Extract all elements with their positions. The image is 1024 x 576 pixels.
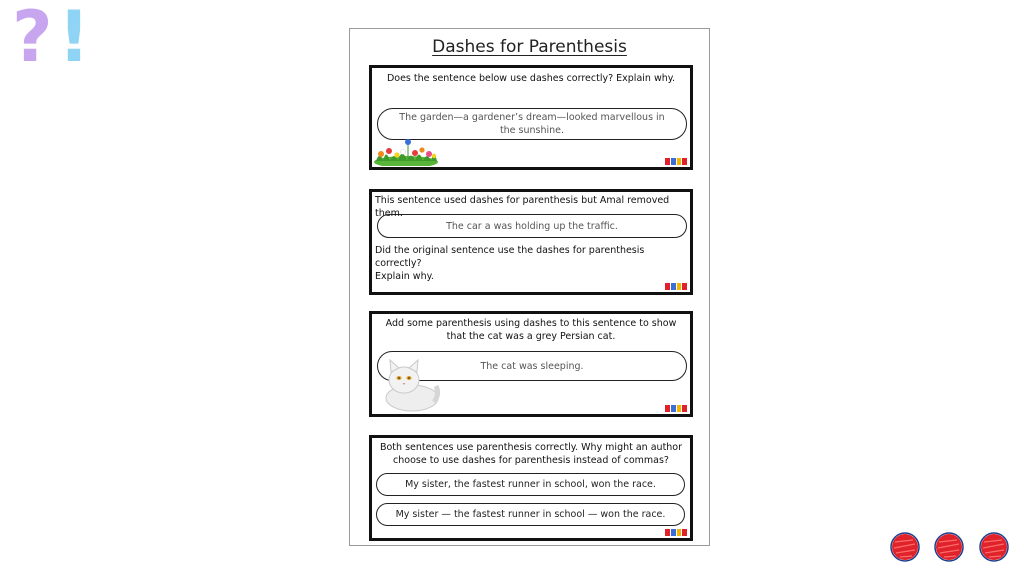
card1-sentence-box: The garden—a gardener’s dream—looked marvellous in the sunshine. [377, 108, 687, 140]
scribble-circle-icon [891, 533, 919, 561]
worksheet [349, 28, 710, 546]
brand-icon [665, 405, 687, 412]
persian-cat-icon [378, 356, 440, 412]
question-card-1 [369, 65, 693, 170]
card1-question: Does the sentence below use dashes correctly? Explain why. [386, 73, 676, 84]
card3-question: Add some parenthesis using dashes to this sentence to show that the cat was a grey Persian cat. [385, 318, 677, 342]
card4-sentence2-box: My sister — the fastest runner in school — won the race. [376, 503, 685, 526]
worksheet-title: Dashes for Parenthesis [432, 37, 627, 57]
question-card-3 [369, 311, 693, 417]
card2-question: Did the original sentence use the dashes for parenthesis correctly? [375, 245, 645, 269]
card2-prompt: Explain why. [375, 271, 434, 282]
card3-sentence-box: The cat was sleeping. [377, 351, 687, 381]
card4-question: Both sentences use parenthesis correctly. Why might an author choose to use dashes for parenthesis instead of commas? [379, 442, 683, 466]
decorative-scribbles [888, 530, 1016, 564]
logo-exclamation-mark: ! [58, 0, 90, 78]
card4-sentence1-box: My sister, the fastest runner in school, won the race. [376, 473, 685, 496]
logo-mark [12, 0, 92, 84]
card2-intro: This sentence used dashes for parenthesis but Amal removed them. [375, 195, 670, 219]
scribble-circle-icon [980, 533, 1008, 561]
brand-icon [665, 158, 687, 165]
brand-icon [665, 283, 687, 290]
question-card-2 [369, 189, 693, 295]
logo-question-mark: ? [12, 0, 53, 78]
card2-sentence-box: The car a was holding up the traffic. [377, 214, 687, 238]
brand-icon [665, 529, 687, 536]
question-card-4 [369, 435, 693, 541]
scribble-circle-icon [935, 533, 963, 561]
flower-garden-icon [374, 136, 438, 166]
